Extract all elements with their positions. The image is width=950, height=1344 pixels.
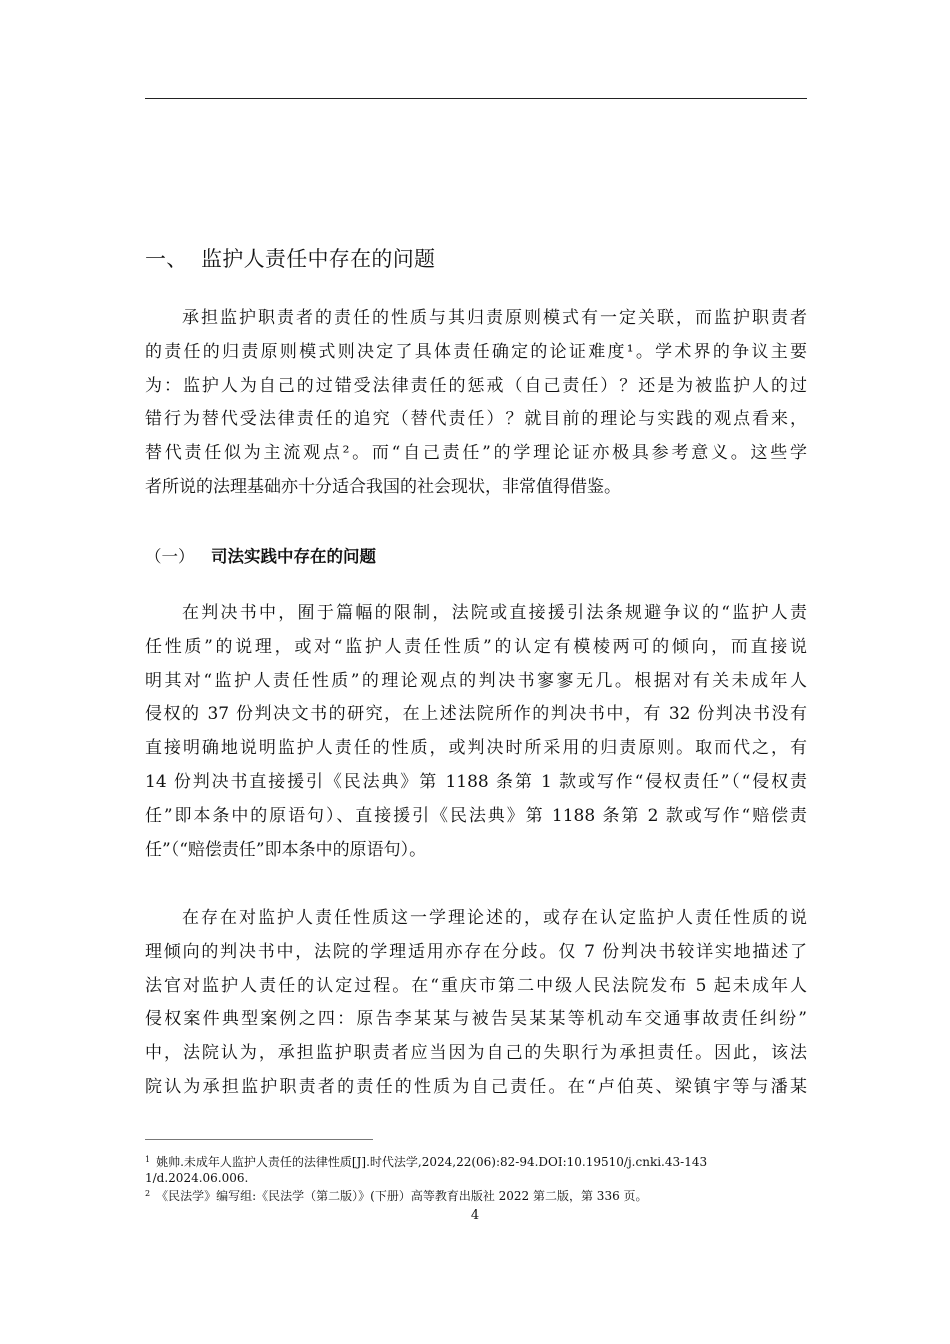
footnote-mark: 1 xyxy=(145,1155,151,1164)
footnote-1 xyxy=(145,1152,807,1186)
section-heading xyxy=(145,244,807,274)
section-title: 监护人责任中存在的问题 xyxy=(201,247,436,271)
paragraph-line: 的责任的归责原则模式则决定了具体责任确定的论证难度¹。学术界的争议主要 xyxy=(145,341,807,362)
footnote-text: 《民法学》编写组:《民法学（第二版）》(下册）高等教育出版社 2022 第二版，第 336 页。 xyxy=(156,1189,648,1203)
paragraph-line: 任”即本条中的原语句）、直接援引《民法典》第 1188 条第 2 款或写作“赔偿责 xyxy=(145,805,807,826)
paragraph-line: 中，法院认为，承担监护职责者应当因为自己的失职行为承担责任。因此，该法 xyxy=(145,1043,807,1064)
footnote-line: 1/d.2024.06.006. xyxy=(145,1171,249,1185)
paragraph-line: 法官对监护人责任的认定过程。在“重庆市第二中级人民法院发布 5 起未成年人 xyxy=(145,975,807,996)
paragraph-line: 直接明确地说明监护人责任的性质，或判决时所采用的归责原则。取而代之，有 xyxy=(145,738,807,759)
paragraph-line: 任”（“赔偿责任”即本条中的原语句）。 xyxy=(145,839,427,860)
paragraph-2 xyxy=(145,597,807,867)
paragraph-line: 在判决书中，囿于篇幅的限制，法院或直接援引法条规避争议的“监护人责 xyxy=(182,603,807,623)
paragraph-line: 侵权案件典型案例之四：原告李某某与被告吴某某等机动车交通事故责任纠纷” xyxy=(145,1009,807,1030)
page-number: 4 xyxy=(470,1208,480,1223)
paragraph-line: 错行为替代受法律责任的追究（替代责任）？就目前的理论与实践的观点看来， xyxy=(145,409,807,430)
footnote-mark: 2 xyxy=(145,1189,151,1198)
paragraph-line: 14 份判决书直接援引《民法典》第 1188 条第 1 款或写作“侵权责任”（“侵权责 xyxy=(145,771,807,792)
paragraph-line: 者所说的法理基础亦十分适合我国的社会现状，非常值得借鉴。 xyxy=(145,476,621,497)
paragraph-1 xyxy=(145,302,807,505)
paragraph-line: 理倾向的判决书中，法院的学理适用亦存在分歧。仅 7 份判决书较详实地描述了 xyxy=(145,941,807,962)
paragraph-line: 任性质”的说理，或对“监护人责任性质”的认定有模棱两可的倾向，而直接说 xyxy=(145,636,807,657)
paragraph-line: 承担监护职责者的责任的性质与其归责原则模式有一定关联，而监护职责者 xyxy=(182,308,807,328)
footnote-2 xyxy=(145,1186,807,1204)
paragraph-line: 侵权的 37 份判决文书的研究，在上述法院所作的判决书中，有 32 份判决书没有 xyxy=(145,704,807,725)
subsection-heading xyxy=(145,543,807,571)
footnote-text: 姚帅.未成年人监护人责任的法律性质[J].时代法学,2024,22(06):82-94.DOI:10.19510/j.cnki.43-143 xyxy=(156,1155,708,1169)
footnote-line xyxy=(145,1186,807,1204)
subsection-number: （一） xyxy=(145,547,195,566)
footnote-separator xyxy=(145,1139,373,1140)
paragraph-line: 替代责任似为主流观点²。而“自己责任”的学理论证亦极具参考意义。这些学 xyxy=(145,443,807,464)
paragraph-line: 为：监护人为自己的过错受法律责任的惩戒（自己责任）？还是为被监护人的过 xyxy=(145,375,807,396)
paragraph-line: 明其对“监护人责任性质”的理论观点的判决书寥寥无几。根据对有关未成年人 xyxy=(145,670,807,691)
footnote-line xyxy=(145,1152,807,1170)
header-rule xyxy=(145,98,807,99)
subsection-title: 司法实践中存在的问题 xyxy=(211,547,376,566)
paragraph-line: 在存在对监护人责任性质这一学理论述的，或存在认定监护人责任性质的说 xyxy=(182,908,807,928)
paragraph-3 xyxy=(145,902,807,1105)
paragraph-line: 院认为承担监护职责者的责任的性质为自己责任。在“卢伯英、梁镇宇等与潘某 xyxy=(145,1076,807,1097)
section-number: 一、 xyxy=(145,247,188,271)
